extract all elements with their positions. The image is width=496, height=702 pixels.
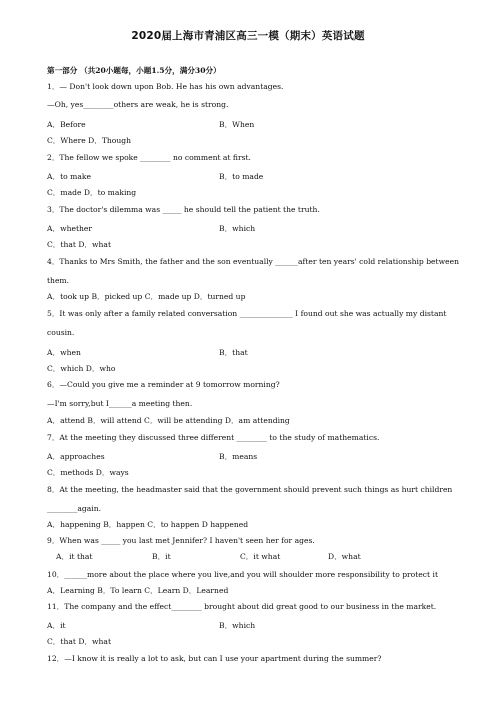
q6-options: A．attend B．will attend C．will be attending D．am attending [47,416,290,425]
question-2: 2．The fellow we spoke ________ no comment at first. [47,153,251,162]
q1-options-cd: C．Where D．Though [47,136,131,145]
q7-option-b: B．means [219,452,258,461]
question-11: 11．The company and the effect________ brought about did great good to our business in the market. [47,602,437,611]
question-4-cont: them. [47,276,70,285]
q3-option-a: A．whether [47,224,93,233]
q7-option-a: A．approaches [47,452,105,461]
q9-option-a: A．it that [56,552,93,561]
q2-option-a: A．to make [47,172,91,181]
q8-options: A．happening B．happen C．to happen D happened [47,520,249,529]
section-header: 第一部分 （共20小题每，小题1.5分，满分30分） [47,66,221,75]
question-8-cont: ________again. [47,504,102,513]
question-10: 10．______more about the place where you live,and you will shoulder more responsibility to protect it [47,570,439,579]
question-4: 4．Thanks to Mrs Smith, the father and the son eventually ______after ten years' cold relationship between [47,257,459,266]
q9-option-d: D．what [328,552,361,561]
question-1: 1．— Don't look down upon Bob. He has his own advantages. [47,82,284,91]
question-5-cont: cousin. [47,328,75,337]
q10-options: A．Learning B．To learn C．Learn D．Learned [47,586,229,595]
q2-options-cd: C．made D．to making [47,188,137,197]
question-6: 6．—Could you give me a reminder at 9 tomorrow morning? [47,380,280,389]
q9-option-b: B．it [152,552,171,561]
q2-option-b: B．to made [219,172,264,181]
q11-options-cd: C．that D．what [47,637,111,646]
question-6-dialogue: —I'm sorry,but I______a meeting then. [47,399,193,408]
question-8: 8．At the meeting, the headmaster said that the government should prevent such things as hurt children [47,485,453,494]
q1-option-b: B．When [219,120,255,129]
q4-options: A．took up B．picked up C．made up D．turned up [47,292,246,301]
q7-options-cd: C．methods D．ways [47,468,129,477]
q3-option-b: B．which [219,224,256,233]
q11-option-b: B．which [219,621,256,630]
q1-option-a: A．Before [47,120,86,129]
q5-option-b: B．that [219,348,248,357]
q5-options-cd: C．which D．who [47,364,116,373]
q9-option-c: C．it what [240,552,281,561]
question-5: 5．It was only after a family related conversation ______________ I found out she was actually my distant [47,309,447,318]
question-9: 9．When was _____ you last met Jennifer? I haven't seen her for ages. [47,536,315,545]
q3-options-cd: C．that D．what [47,240,111,249]
question-12: 12．—I know it is really a lot to ask, but can I use your apartment during the summer? [47,654,382,663]
question-3: 3．The doctor's dilemma was _____ he should tell the patient the truth. [47,205,320,214]
q5-option-a: A．when [47,348,81,357]
question-1-dialogue: —Oh, yes________others are weak, he is strong. [47,100,229,109]
q11-option-a: A．it [47,621,66,630]
question-7: 7．At the meeting they discussed three different ________ to the study of mathematics. [47,433,380,442]
page-title: 2020届上海市青浦区高三一模（期末）英语试题 [131,30,365,42]
